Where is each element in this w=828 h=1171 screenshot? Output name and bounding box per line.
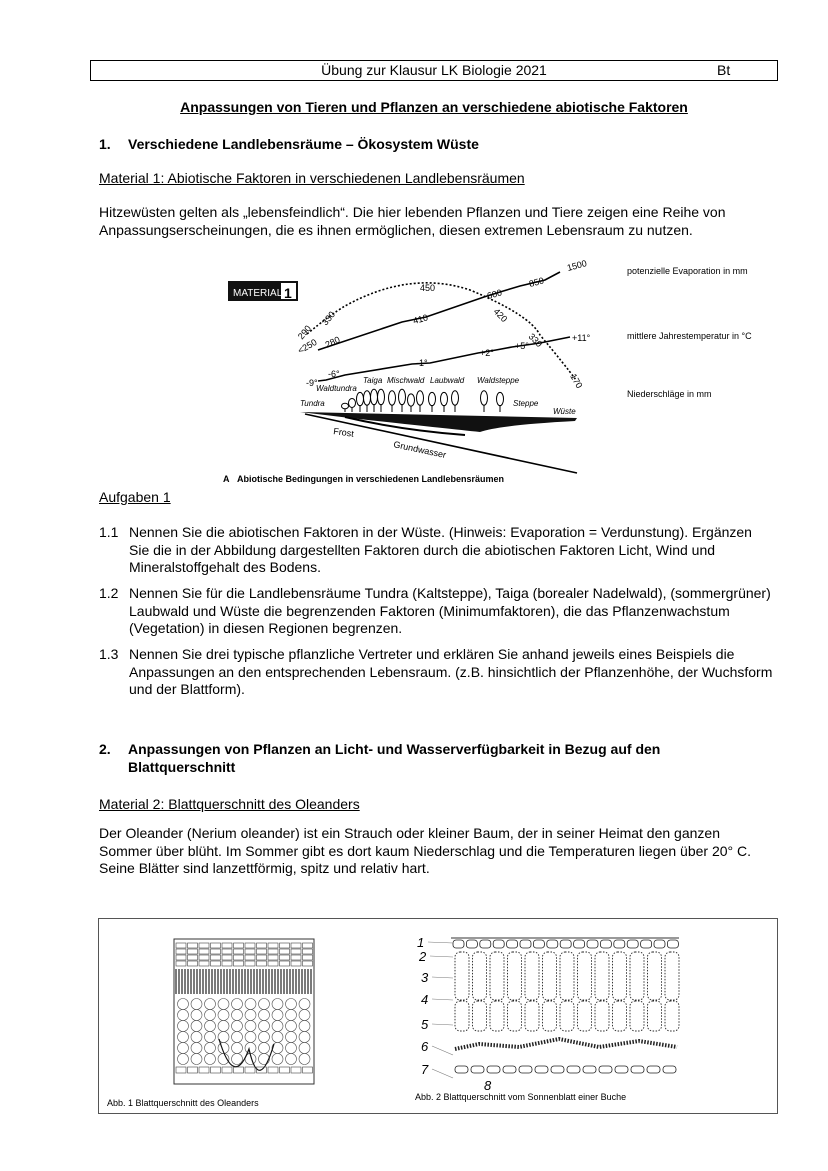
temperature-value: -9°	[306, 378, 318, 388]
oleander-leaf-section-illustration	[174, 939, 314, 1084]
evaporation-value: 1500	[565, 258, 588, 273]
precipitation-value: 330	[319, 309, 338, 328]
precipitation-label: Niederschläge in mm	[627, 389, 712, 399]
leaf-layer-label: 2	[419, 949, 427, 964]
temperature-value: -1°	[416, 358, 428, 368]
task-number: 1.3	[99, 646, 119, 662]
zone-label: Tundra	[300, 399, 325, 408]
zone-label: Mischwald	[387, 376, 425, 385]
tree-icon	[357, 392, 364, 405]
figure-1-caption: Abb. 1 Blattquerschnitt des Oleanders	[107, 1098, 259, 1108]
leaf-layer-label: 3	[421, 970, 429, 985]
precipitation-value: 420	[491, 306, 510, 325]
material-badge-number: 1	[284, 285, 292, 301]
tree-icon	[481, 391, 488, 405]
temperature-value: +5°	[515, 341, 529, 351]
figure-2-caption: Abb. 2 Blattquerschnitt vom Sonnenblatt einer Buche	[415, 1092, 627, 1102]
tree-icon	[408, 394, 415, 406]
task-1-2	[99, 585, 774, 638]
evaporation-value: 600	[485, 287, 504, 301]
precipitation-value: 170	[568, 372, 585, 391]
zone-label: Waldsteppe	[477, 376, 520, 385]
section-2-intro: Der Oleander (Nerium oleander) ist ein Strauch oder kleiner Baum, der in seiner Heimat den ganzen Sommer über blüht. Im Sommer gibt es dort kaum Niederschlag und die Temperaturen liegen über 20° C. Seine Blätter sind lanzettförmig, spitz und relativ hart.	[99, 825, 751, 876]
evaporation-value: 850	[527, 275, 546, 289]
evaporation-value: 280	[323, 334, 342, 350]
main-title: Anpassungen von Tieren und Pflanzen an verschiedene abiotische Faktoren	[180, 99, 688, 115]
task-1-3	[99, 646, 774, 699]
zone-label: Taiga	[363, 376, 383, 385]
frost-label: Frost	[332, 426, 355, 439]
groundwater-label: Grundwasser	[392, 439, 448, 461]
tree-icon	[378, 389, 385, 405]
leaf-layer-label: 7	[421, 1062, 429, 1077]
tree-icon	[429, 392, 436, 405]
task-number: 1.2	[99, 585, 119, 601]
evaporation-value: <250	[296, 336, 319, 356]
tree-icon	[364, 391, 371, 405]
tree-icon	[371, 389, 378, 405]
task-number: 1.1	[99, 524, 119, 540]
temperature-value: +2°	[480, 348, 494, 358]
leaf-layer-label: 8	[484, 1078, 492, 1093]
precipitation-curve	[307, 283, 576, 380]
leaf-layer-label: 1	[417, 935, 425, 950]
tree-icon	[349, 399, 356, 408]
zone-label: Waldtundra	[316, 384, 357, 393]
evaporation-value: 410	[411, 312, 430, 326]
temperature-value: +11°	[572, 333, 591, 343]
tree-icon	[452, 391, 459, 405]
precipitation-value: 450	[420, 283, 436, 293]
section-title: Anpassungen von Pflanzen an Licht- und Wasserverfügbarkeit in Bezug auf den Blattquerschnitt	[128, 741, 661, 775]
caption-letter: A	[223, 474, 230, 484]
tree-icon	[389, 391, 396, 405]
vegetation-illustration	[342, 389, 504, 412]
section-2-heading	[99, 740, 768, 776]
temperature-label: mittlere Jahrestemperatur in °C	[627, 331, 752, 341]
leaf-layer-label: 5	[421, 1017, 429, 1032]
task-text: Nennen Sie drei typische pflanzliche Vertreter und erklären Sie anhand jeweils eines Beispiels die Anpassungen an den entsprechenden Lebensraum. (z.B. hinsichtlich der Pflanzenhöhe, der Wuchsform und der Blattform).	[129, 646, 773, 697]
task-text: Nennen Sie die abiotischen Faktoren in der Wüste. (Hinweis: Evaporation = Verdunstung). Ergänzen Sie die in der Abbildung dargestellten Faktoren durch die abiotischen Faktoren Licht, Wind und Mineralstoffgehalt des Bodens.	[129, 524, 752, 575]
section-number: 2.	[99, 741, 111, 757]
task-text: Nennen Sie für die Landlebensräume Tundra (Kaltsteppe), Taiga (borealer Nadelwald), (sommergrüner) Laubwald und Wüste die begrenzenden Faktoren (Minimumfaktoren), die das Pflanzenwachstum (Vegetation) in diesen Regionen begrenzen.	[129, 585, 771, 636]
tree-icon	[441, 392, 448, 405]
tree-icon	[497, 392, 504, 405]
tasks-1-title: Aufgaben 1	[99, 489, 171, 505]
material-1-title: Material 1: Abiotische Faktoren in verschiedenen Landlebensräumen	[99, 170, 525, 186]
section-title: Verschiedene Landlebensräume – Ökosystem Wüste	[128, 136, 479, 152]
material-2-title: Material 2: Blattquerschnitt des Oleanders	[99, 796, 360, 812]
evaporation-label: potenzielle Evaporation in mm	[627, 266, 748, 276]
beech-leaf-section-illustration	[451, 938, 679, 1073]
temperature-value: -6°	[328, 369, 340, 379]
header-initials: Bt	[717, 62, 731, 78]
task-1-1	[99, 524, 774, 577]
leaf-layer-label: 4	[421, 992, 429, 1007]
precipitation-value: 290	[295, 323, 314, 342]
tree-icon	[399, 389, 406, 405]
tree-icon	[342, 403, 349, 409]
material-badge-text: MATERIAL	[233, 288, 283, 299]
tree-icon	[417, 391, 424, 405]
section-1-intro: Hitzewüsten gelten als „lebensfeindlich“. Die hier lebenden Pflanzen und Tiere zeigen eine Reihe von Anpassungserscheinungen, die es ihnen ermöglichen, diesen extremen Lebensraum zu nutzen.	[99, 204, 726, 238]
zone-label: Laubwald	[430, 376, 465, 385]
section-number: 1.	[99, 136, 111, 152]
zone-label: Steppe	[513, 399, 539, 408]
figure-caption: Abiotische Bedingungen in verschiedenen Landlebensräumen	[237, 474, 505, 484]
zone-label: Wüste	[553, 407, 576, 416]
header-title: Übung zur Klausur LK Biologie 2021	[321, 62, 547, 78]
abiotic-factors-diagram	[0, 0, 828, 500]
precipitation-value: 330	[526, 331, 545, 350]
leaf-layer-label: 6	[421, 1039, 429, 1054]
leaf-figures-box	[98, 918, 778, 1114]
